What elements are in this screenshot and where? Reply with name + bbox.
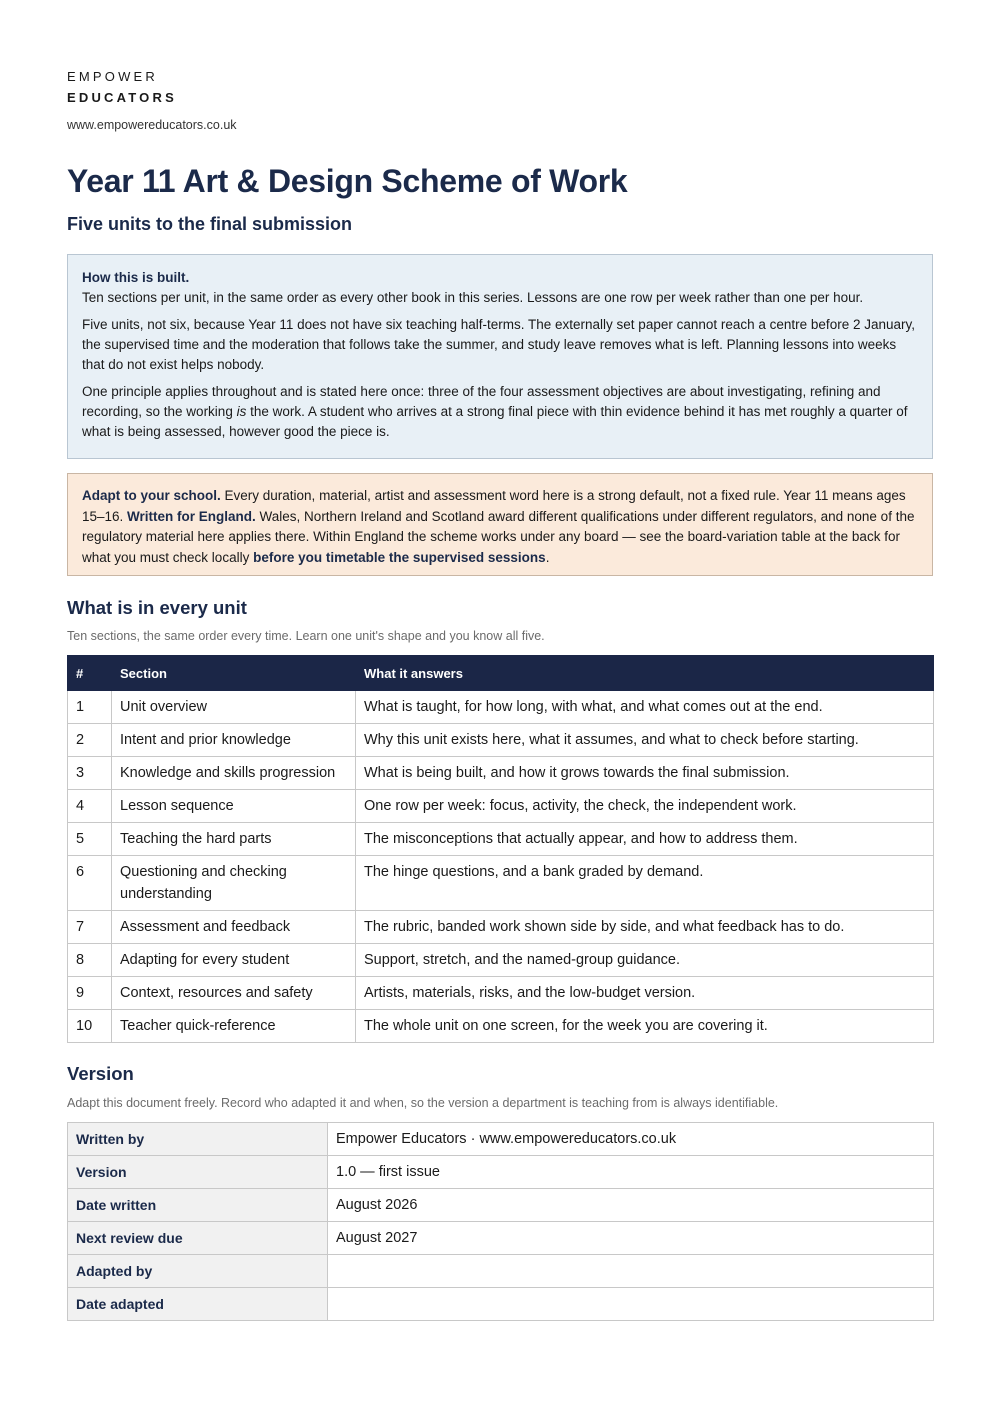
table-cell-answer: Artists, materials, risks, and the low-budget version. xyxy=(356,977,934,1010)
units-section-caption: Ten sections, the same order every time. Learn one unit's shape and you know all five. xyxy=(67,629,545,643)
table-row xyxy=(68,757,934,790)
table-row xyxy=(68,691,934,724)
table-cell-section: Lesson sequence xyxy=(112,790,356,823)
version-value: August 2026 xyxy=(328,1189,934,1222)
table-cell-answer: One row per week: focus, activity, the check, the independent work. xyxy=(356,790,934,823)
adapt-heading: Adapt to your school. xyxy=(82,488,221,503)
version-value: 1.0 — first issue xyxy=(328,1156,934,1189)
version-row xyxy=(68,1189,934,1222)
how-built-paragraph-2: Five units, not six, because Year 11 does not have six teaching half-terms. The externally set paper cannot reach a centre before 2 January, the supervised time and the moderation that follows take the summer, and study leave removes what is left. Planning lessons into weeks that do not exist helps nobody. xyxy=(82,317,915,372)
written-for-england: Written for England. xyxy=(127,508,256,524)
table-row xyxy=(68,1010,934,1043)
table-row xyxy=(68,724,934,757)
table-cell-answer: The whole unit on one screen, for the week you are covering it. xyxy=(356,1010,934,1043)
page-subtitle: Five units to the final submission xyxy=(67,214,353,234)
version-table xyxy=(67,1122,934,1321)
table-cell-num: 6 xyxy=(68,856,112,911)
brand-logo-line2: EDUCATORS xyxy=(67,90,177,105)
table-cell-answer: What is being built, and how it grows towards the final submission. xyxy=(356,757,934,790)
table-cell-section: Adapting for every student xyxy=(112,944,356,977)
table-cell-answer: Support, stretch, and the named-group guidance. xyxy=(356,944,934,977)
table-cell-num: 1 xyxy=(68,691,112,724)
version-value[interactable] xyxy=(328,1288,934,1321)
table-cell-section: Intent and prior knowledge xyxy=(112,724,356,757)
version-key: Adapted by xyxy=(68,1255,328,1288)
units-section-heading: What is in every unit xyxy=(67,597,247,618)
column-header-section: Section xyxy=(112,656,356,691)
table-cell-num: 4 xyxy=(68,790,112,823)
site-url: www.empowereducators.co.uk xyxy=(67,118,237,132)
table-cell-num: 9 xyxy=(68,977,112,1010)
version-row xyxy=(68,1222,934,1255)
version-section-caption: Adapt this document freely. Record who adapted it and when, so the version a department is teaching from is always identifiable. xyxy=(67,1096,779,1110)
version-row xyxy=(68,1156,934,1189)
table-cell-num: 2 xyxy=(68,724,112,757)
table-cell-answer: The misconceptions that actually appear, and how to address them. xyxy=(356,823,934,856)
how-built-paragraph-3: One principle applies throughout and is stated here once: three of the four assessment objectives are about investigating, refining and recording, so the working is the work. A student who arrives at a strong final piece with thin evidence behind it has met roughly a quarter of what is being assessed, however good the piece is. xyxy=(82,384,908,439)
version-row xyxy=(68,1255,934,1288)
version-value: August 2027 xyxy=(328,1222,934,1255)
table-row xyxy=(68,823,934,856)
version-key: Next review due xyxy=(68,1222,328,1255)
table-cell-section: Teacher quick-reference xyxy=(112,1010,356,1043)
units-table-header xyxy=(68,656,934,691)
version-value: Empower Educators · www.empowereducators.co.uk xyxy=(328,1123,934,1156)
version-key: Version xyxy=(68,1156,328,1189)
brand-logo-line1: EMPOWER xyxy=(67,69,159,84)
table-cell-section: Assessment and feedback xyxy=(112,911,356,944)
table-cell-answer: What is taught, for how long, with what, and what comes out at the end. xyxy=(356,691,934,724)
table-cell-num: 3 xyxy=(68,757,112,790)
table-cell-num: 8 xyxy=(68,944,112,977)
table-cell-answer: The rubric, banded work shown side by side, and what feedback has to do. xyxy=(356,911,934,944)
table-cell-section: Knowledge and skills progression xyxy=(112,757,356,790)
units-table xyxy=(67,655,934,1043)
column-header-answer: What it answers xyxy=(356,656,934,691)
table-cell-answer: The hinge questions, and a bank graded by demand. xyxy=(356,856,934,911)
how-built-paragraph-1: Ten sections per unit, in the same order as every other book in this series. Lessons are one row per week rather than one per hour. xyxy=(82,290,864,305)
version-value[interactable] xyxy=(328,1255,934,1288)
table-row xyxy=(68,911,934,944)
table-cell-section: Questioning and checking understanding xyxy=(112,856,356,911)
page-title: Year 11 Art & Design Scheme of Work xyxy=(67,163,628,199)
version-key: Date adapted xyxy=(68,1288,328,1321)
version-key: Date written xyxy=(68,1189,328,1222)
version-row xyxy=(68,1288,934,1321)
how-built-callout xyxy=(67,254,933,459)
version-section-heading: Version xyxy=(67,1063,134,1084)
table-cell-section: Teaching the hard parts xyxy=(112,823,356,856)
adapt-callout: Adapt to your school. Every duration, material, artist and assessment word here is a strong default, not a fixed rule. Year 11 means ages 15–16. Written for England. Wales, Northern Ireland and Scotland award different qualifications under different regulators, and none of the regulatory material here applies there. Within England the scheme works under any board — see the board-variation table at the back for what you must check locally before you timetable the supervised sessions. xyxy=(67,473,933,576)
table-cell-num: 10 xyxy=(68,1010,112,1043)
table-cell-section: Unit overview xyxy=(112,691,356,724)
table-cell-section: Context, resources and safety xyxy=(112,977,356,1010)
version-key: Written by xyxy=(68,1123,328,1156)
table-row xyxy=(68,790,934,823)
timetable-note: before you timetable the supervised sessions xyxy=(253,549,546,565)
table-row xyxy=(68,944,934,977)
table-cell-num: 5 xyxy=(68,823,112,856)
table-row xyxy=(68,977,934,1010)
table-cell-answer: Why this unit exists here, what it assumes, and what to check before starting. xyxy=(356,724,934,757)
table-cell-num: 7 xyxy=(68,911,112,944)
column-header-number: # xyxy=(68,656,112,691)
table-row xyxy=(68,856,934,911)
version-row xyxy=(68,1123,934,1156)
how-built-heading: How this is built. xyxy=(82,270,190,285)
